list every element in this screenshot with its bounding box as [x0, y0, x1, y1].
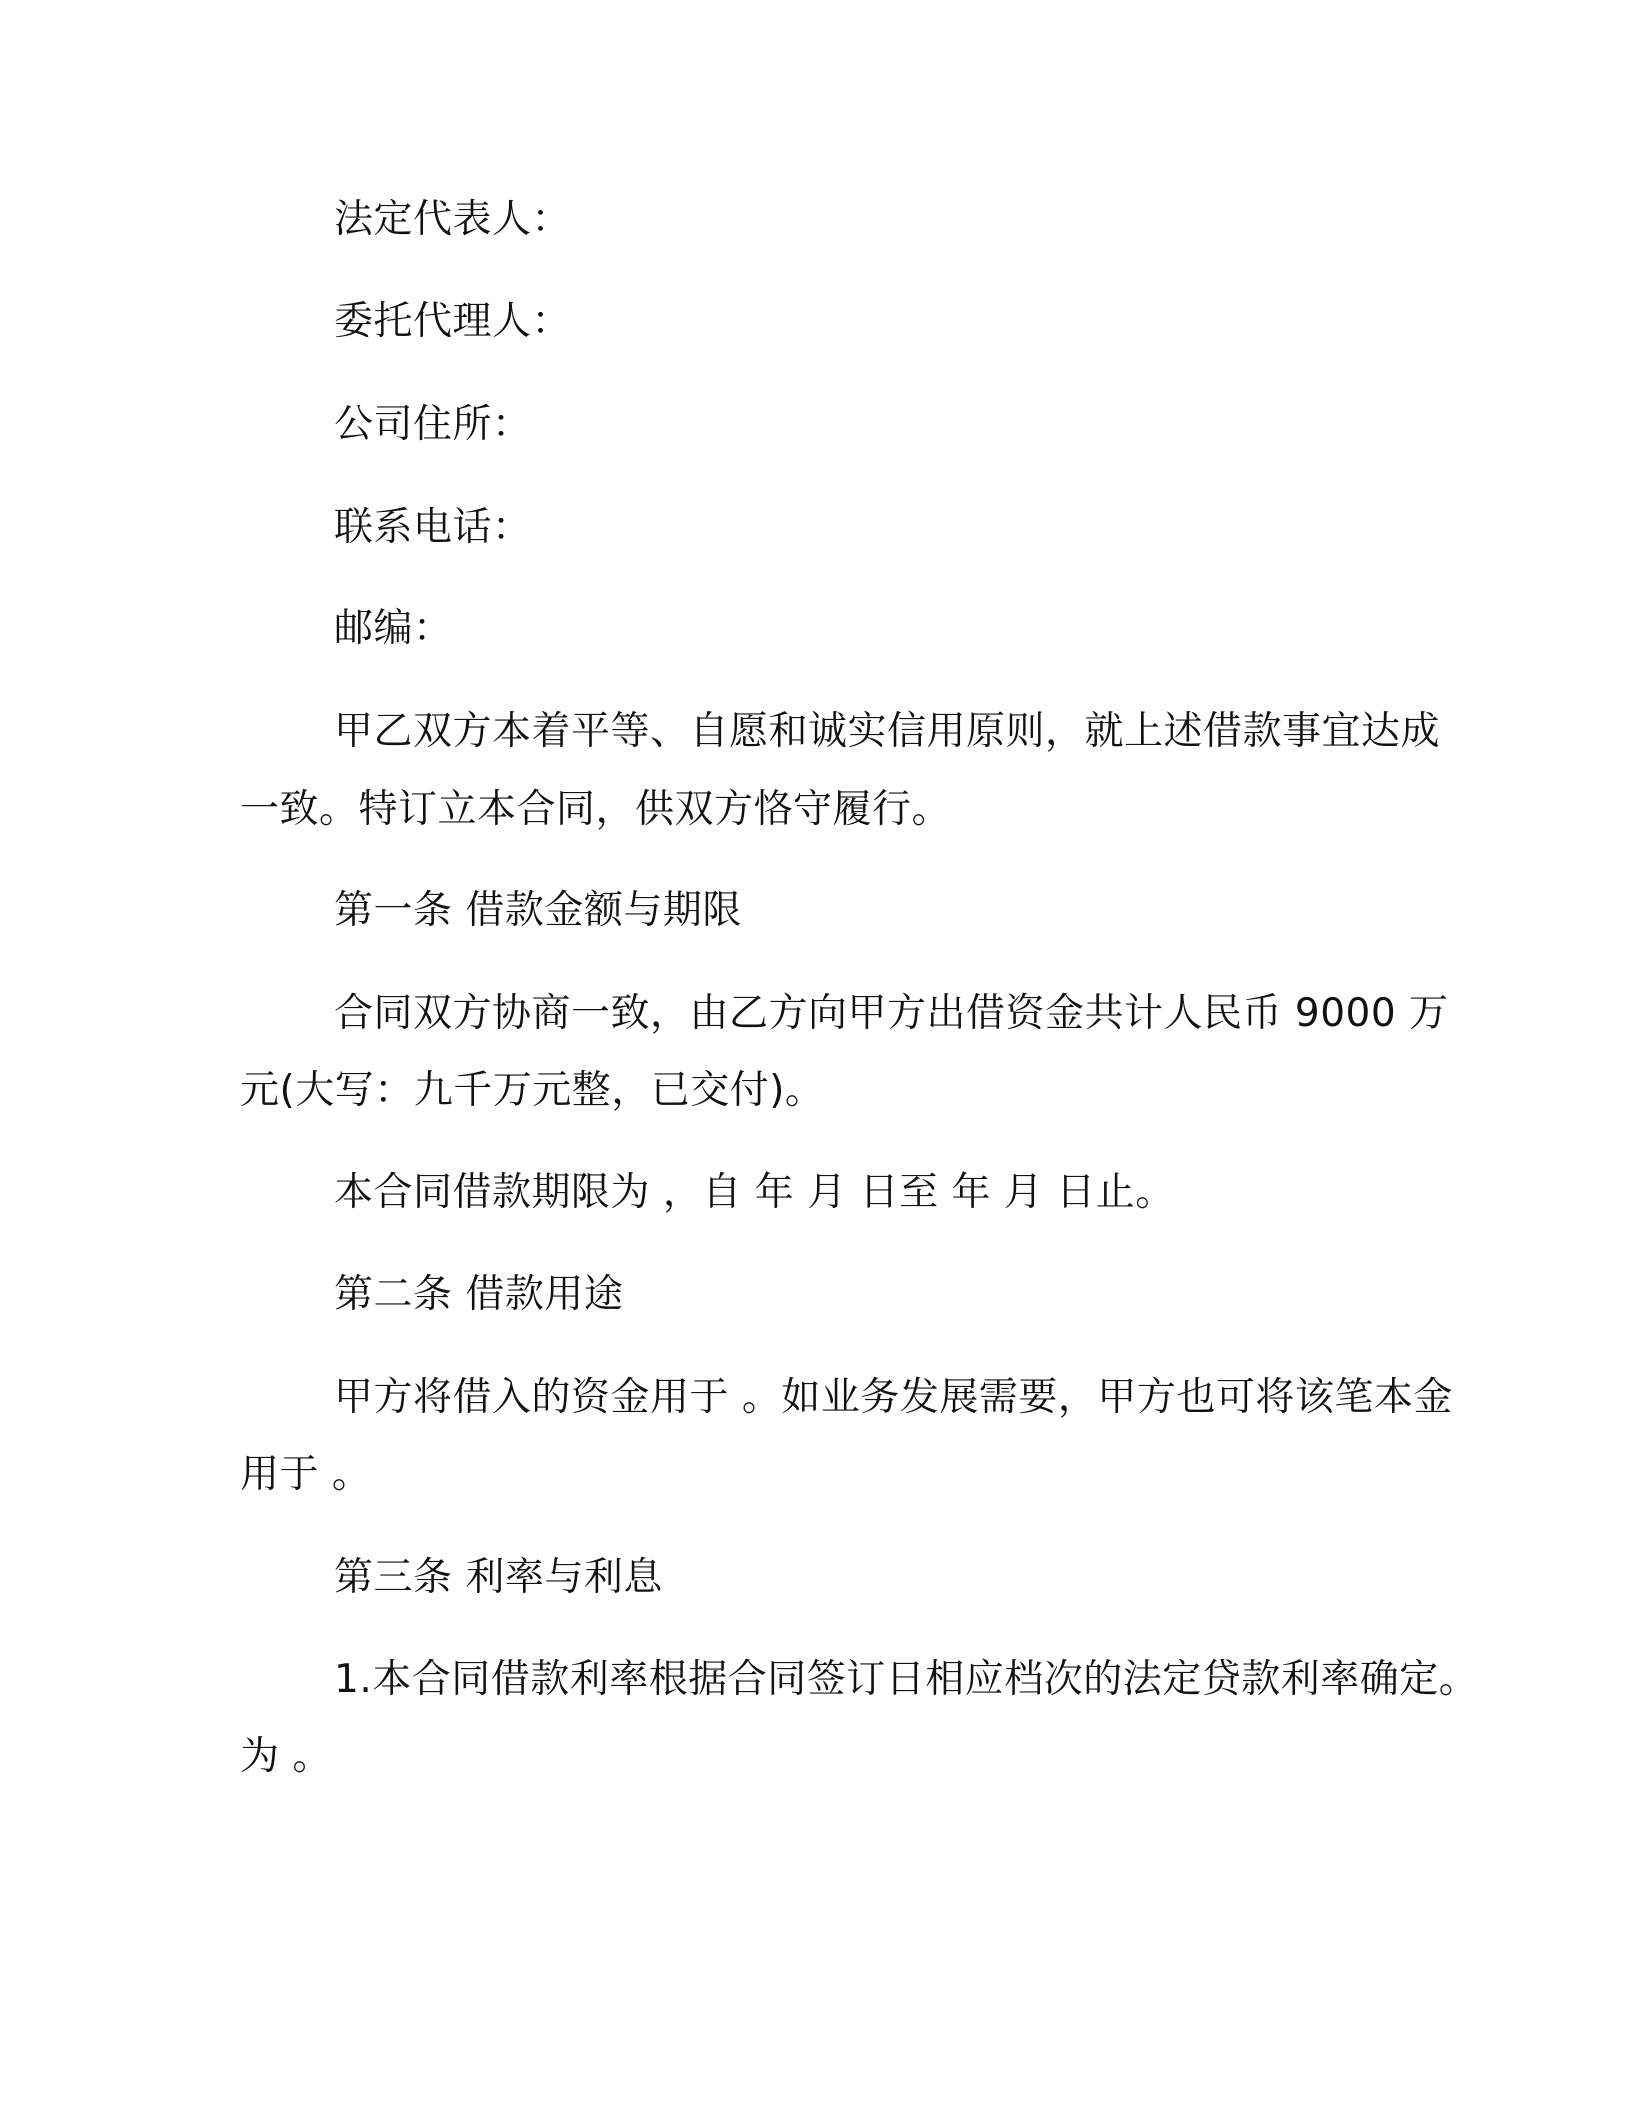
postal-code-field: 邮编：	[334, 606, 453, 651]
contact-phone-field: 联系电话：	[334, 505, 532, 550]
article-3-heading: 第三条 利率与利息	[334, 1555, 663, 1600]
loan-purpose-line-1: 甲方将借入的资金用于 。如业务发展需要，甲方也可将该笔本金	[334, 1375, 1453, 1420]
interest-rate-line-1: 1.本合同借款利率根据合同签订日相应档次的法定贷款利率确定。	[334, 1657, 1479, 1702]
loan-term-line: 本合同借款期限为 ，自 年 月 日至 年 月 日止。	[334, 1170, 1175, 1215]
interest-rate-line-2: 为 。	[240, 1734, 332, 1779]
article-2-heading: 第二条 借款用途	[334, 1272, 624, 1317]
legal-representative-field: 法定代表人：	[334, 197, 572, 242]
article-1-heading: 第一条 借款金额与期限	[334, 888, 742, 933]
loan-purpose-line-2: 用于 。	[240, 1452, 372, 1497]
company-address-field: 公司住所：	[334, 402, 532, 447]
intro-paragraph-line-2: 一致。特订立本合同，供双方恪守履行。	[240, 787, 952, 832]
intro-paragraph-line-1: 甲乙双方本着平等、自愿和诚实信用原则，就上述借款事宜达成	[334, 709, 1441, 754]
loan-amount-line-2: 元(大写：九千万元整，已交付)。	[240, 1068, 825, 1113]
loan-amount-line-1: 合同双方协商一致，由乙方向甲方出借资金共计人民币 9000 万	[334, 991, 1449, 1036]
authorized-agent-field: 委托代理人：	[334, 299, 572, 344]
